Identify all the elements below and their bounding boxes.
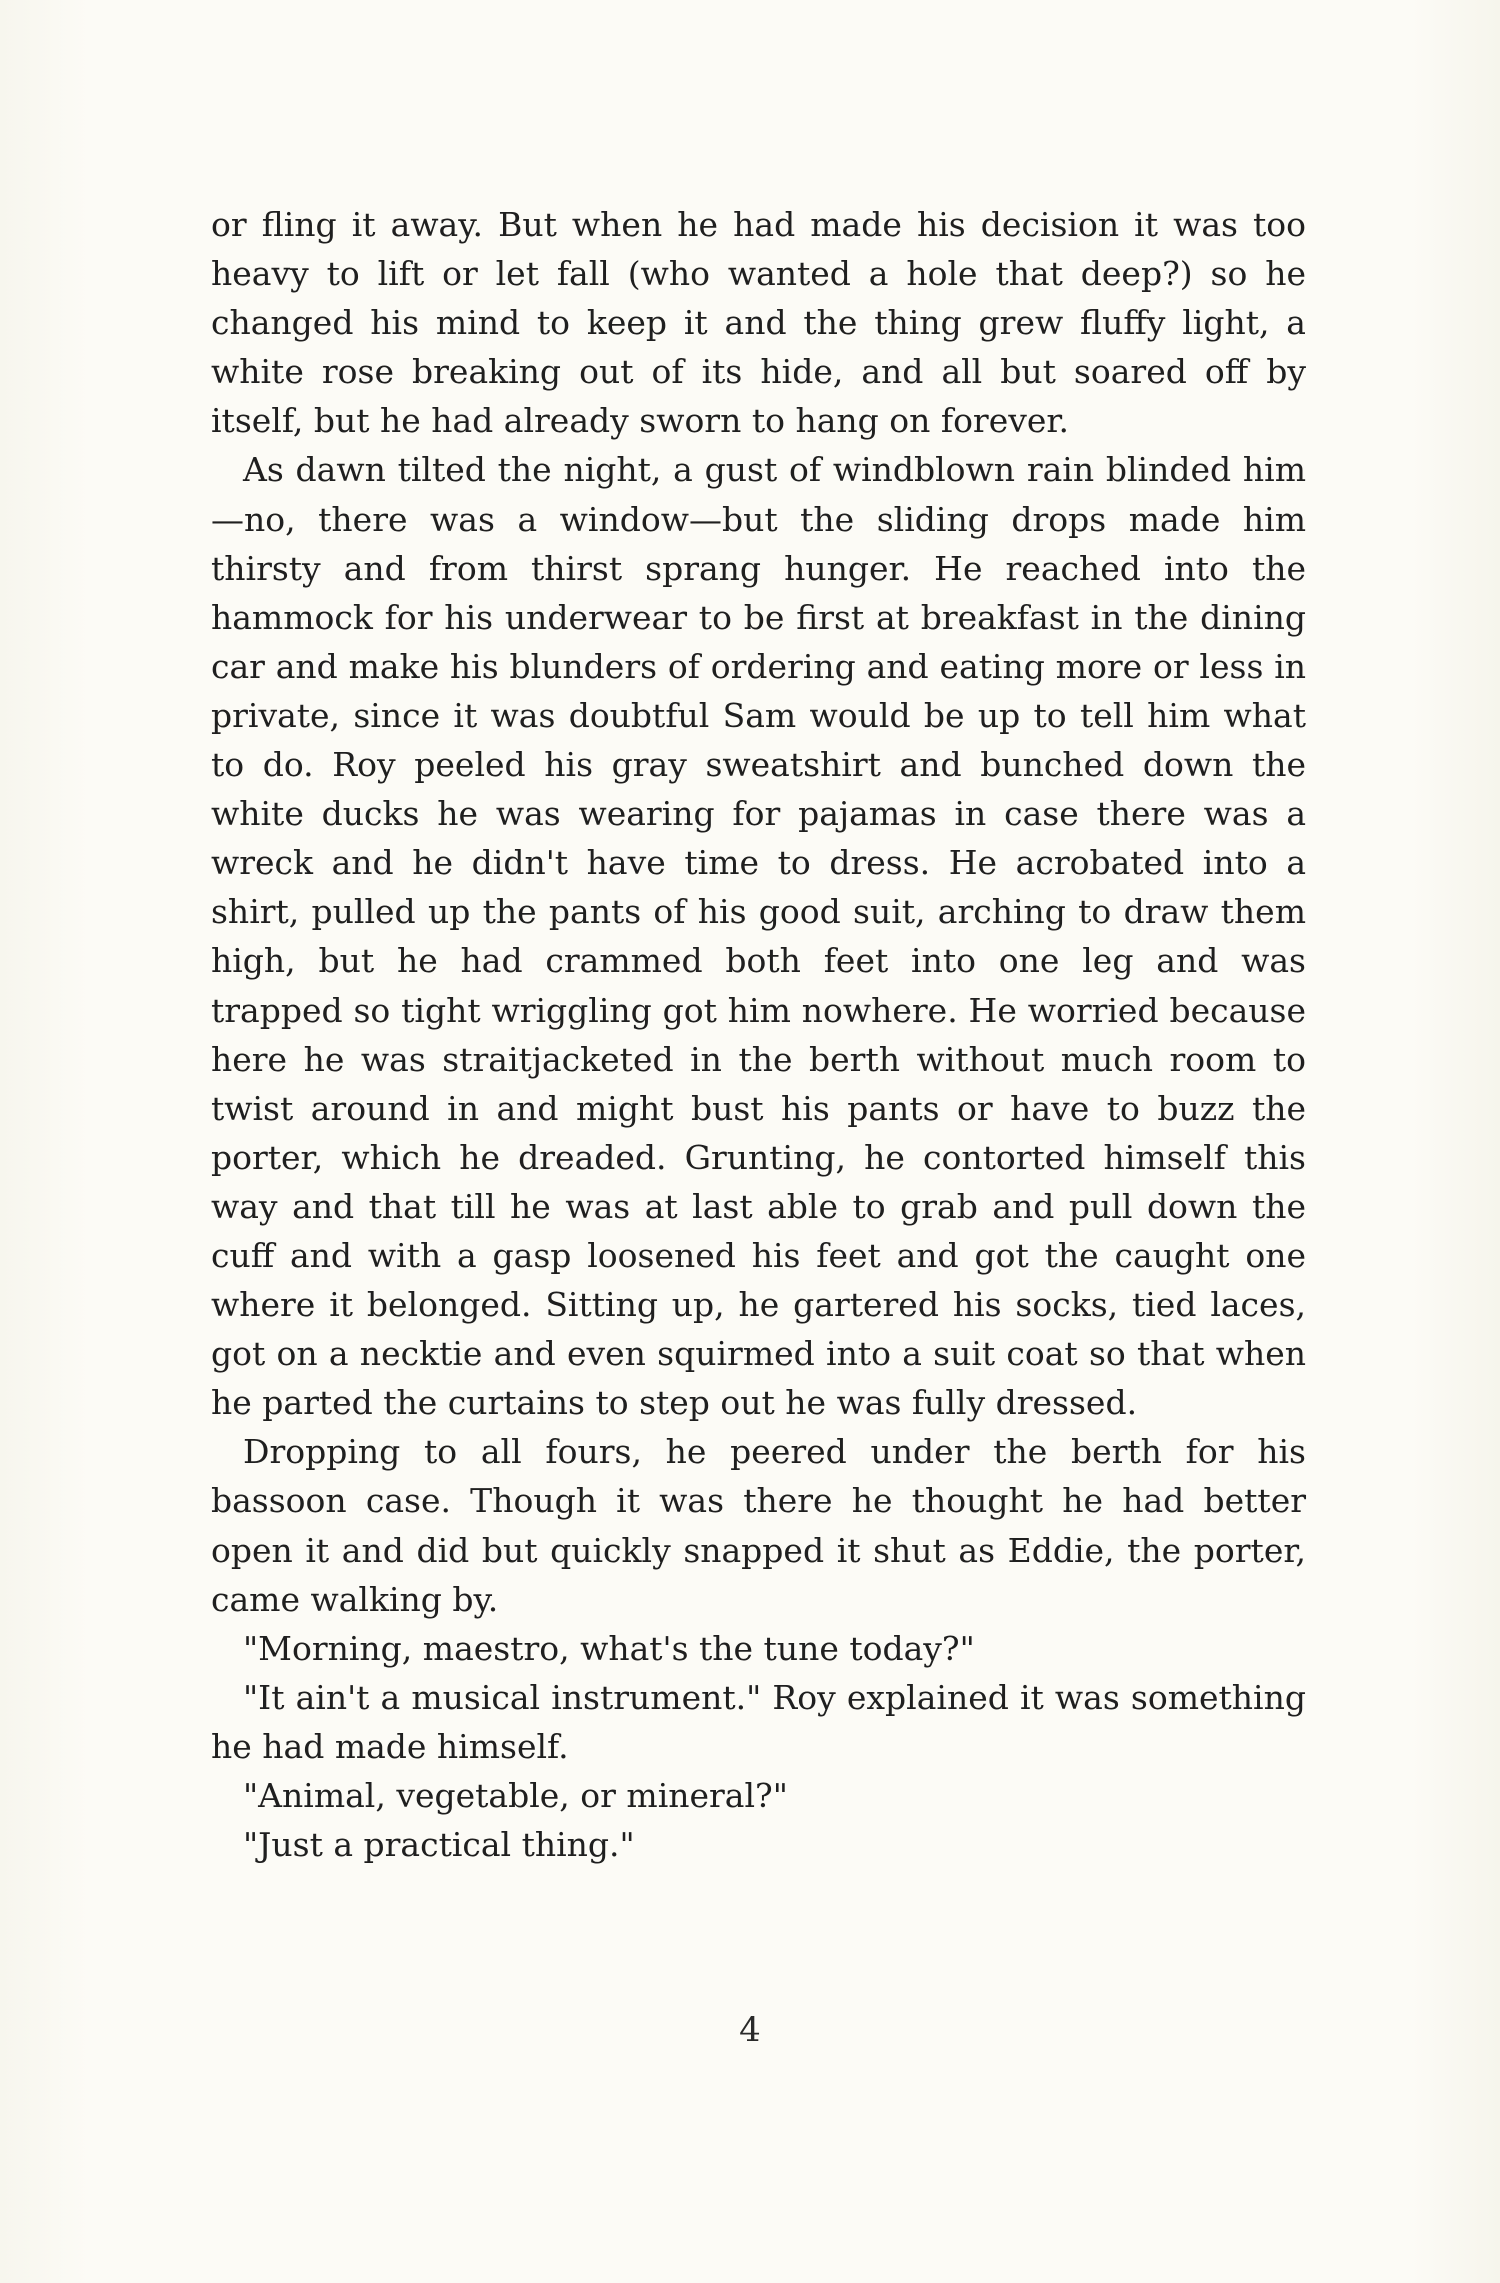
paragraph-continuation: or fling it away. But when he had made his decision it was too heavy to lift or let fall (who wanted a hole that deep?) so he changed his mind to keep it and the thing grew fluffy light, a white rose breaking out of its hide, and all but soared off by itself, but he had already sworn to hang on forever. [211, 205, 1306, 441]
dialogue-line: "Just a practical thing." [243, 1825, 635, 1865]
dialogue-line: "Morning, maestro, what's the tune today?" [243, 1628, 975, 1668]
paragraph-dawn: As dawn tilted the night, a gust of windblown rain blinded him—no, there was a window—but the sliding drops made him thirsty and from thirst sprang hunger. He reached into the hammock for his underwear to be first at breakfast in the dining car and make his blunders of ordering and eating more or less in private, since it was doubtful Sam would be up to tell him what to do. Roy peeled his gray sweatshirt and bunched down the white ducks he was wearing for pajamas in case there was a wreck and he didn't have time to dress. He acrobated into a shirt, pulled up the pants of his good suit, arching to draw them high, but he had crammed both feet into one leg and was trapped so tight wriggling got him nowhere. He worried because here he was straitjacketed in the berth without much room to twist around in and might bust his pants or have to buzz the porter, which he dreaded. Grunting, he contorted himself this way and that till he was at last able to grab and pull down the cuff and with a gasp loosened his feet and got the caught one where it belonged. Sitting up, he gartered his socks, tied laces, got on a necktie and even squirmed into a suit coat so that when he parted the curtains to step out he was fully dressed. [211, 450, 1306, 1423]
paragraph-bassoon-case: Dropping to all fours, he peered under the berth for his bassoon case. Though it was there he thought he had better open it and did but quickly snapped it shut as Eddie, the porter, came walking by. [211, 1432, 1306, 1619]
page-number: 4 [739, 2010, 761, 2050]
dialogue-line: "Animal, vegetable, or mineral?" [243, 1776, 788, 1815]
dialogue-line: "It ain't a musical instrument." Roy explained it was something he had made himself. [211, 1677, 1306, 1766]
body-text [211, 200, 1306, 1869]
